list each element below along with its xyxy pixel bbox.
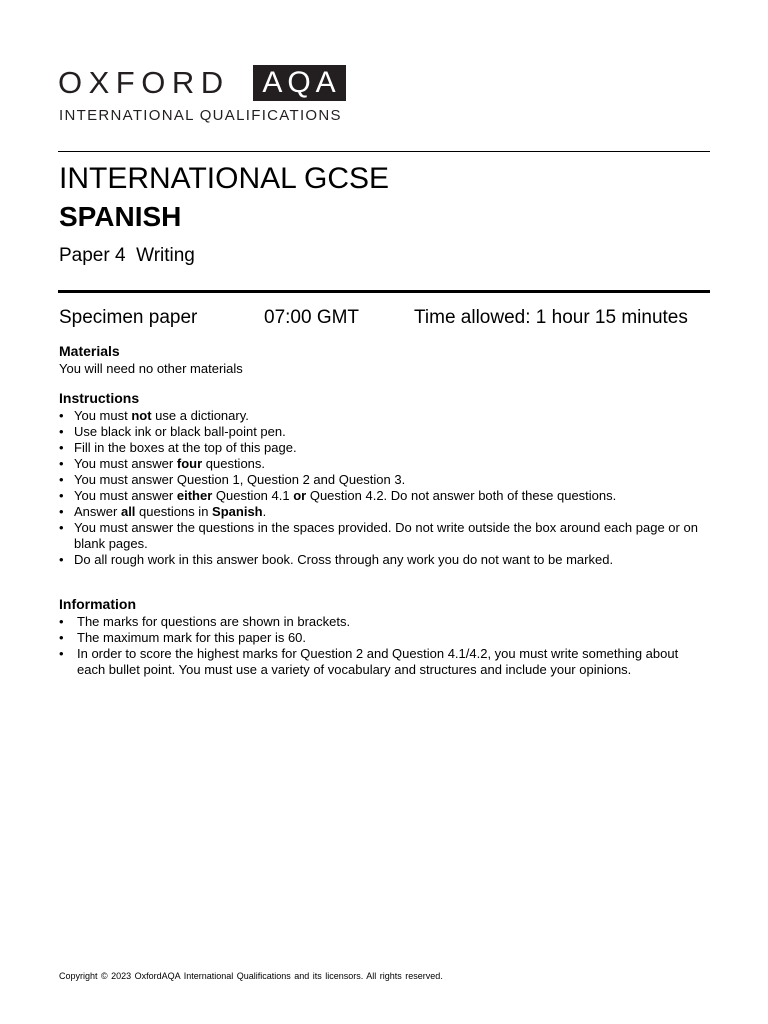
logo-aqa-box: AQA [253,65,346,101]
exam-time: 07:00 GMT [264,307,360,328]
bullet-icon: • [59,408,64,423]
time-allowed: Time allowed: 1 hour 15 minutes [414,307,688,328]
bullet-icon: • [59,614,64,629]
logo-oxford-text: OXFORD [58,65,230,100]
materials-text: You will need no other materials [59,361,243,376]
information-heading: Information [59,596,136,612]
information-list [59,614,709,678]
paper-title: Paper 4 Writing [59,245,195,266]
information-item: • In order to score the highest marks for Question 2 and Question 4.1/4.2, you must write something about each bullet point. You must use a variety of vocabulary and structures and include your opinions. [59,646,679,677]
copyright-footer: Copyright © 2023 OxfordAQA International Qualifications and its licensors. All rights reserved. [59,971,443,981]
subject-title: SPANISH [59,201,182,232]
bullet-icon: • [59,456,64,471]
instruction-item: • Fill in the boxes at the top of this page. [59,440,297,455]
bullet-icon: • [59,646,64,661]
information-item: • The maximum mark for this paper is 60. [59,630,307,645]
instruction-item: • You must answer either Question 4.1 or Question 4.2. Do not answer both of these questions. [59,488,617,503]
bullet-icon: • [59,440,64,455]
header-divider [58,151,710,152]
instruction-item: • You must not use a dictionary. [59,408,249,423]
bullet-icon: • [59,630,64,645]
bullet-icon: • [59,472,64,487]
logo-subtitle: INTERNATIONAL QUALIFICATIONS [59,107,342,124]
title-divider [58,290,710,293]
bullet-icon: • [59,488,64,503]
instruction-item: • Use black ink or black ball-point pen. [59,424,286,439]
instruction-item: • You must answer four questions. [59,456,266,471]
qualification-title: INTERNATIONAL GCSE [59,162,390,195]
information-item: • The marks for questions are shown in brackets. [59,614,351,629]
bullet-icon: • [59,424,64,439]
bullet-icon: • [59,504,64,519]
instructions-list [59,408,709,568]
bullet-icon: • [59,552,64,567]
instruction-item: • You must answer the questions in the spaces provided. Do not write outside the box around each page or on blank pages. [59,520,698,551]
instruction-item: • You must answer Question 1, Question 2 and Question 3. [59,472,406,487]
instruction-item: • Answer all questions in Spanish. [59,504,267,519]
materials-heading: Materials [59,343,120,359]
instruction-item: • Do all rough work in this answer book. Cross through any work you do not want to be marked. [59,552,614,567]
bullet-icon: • [59,520,64,535]
paper-type: Specimen paper [59,307,198,328]
instructions-heading: Instructions [59,390,140,406]
